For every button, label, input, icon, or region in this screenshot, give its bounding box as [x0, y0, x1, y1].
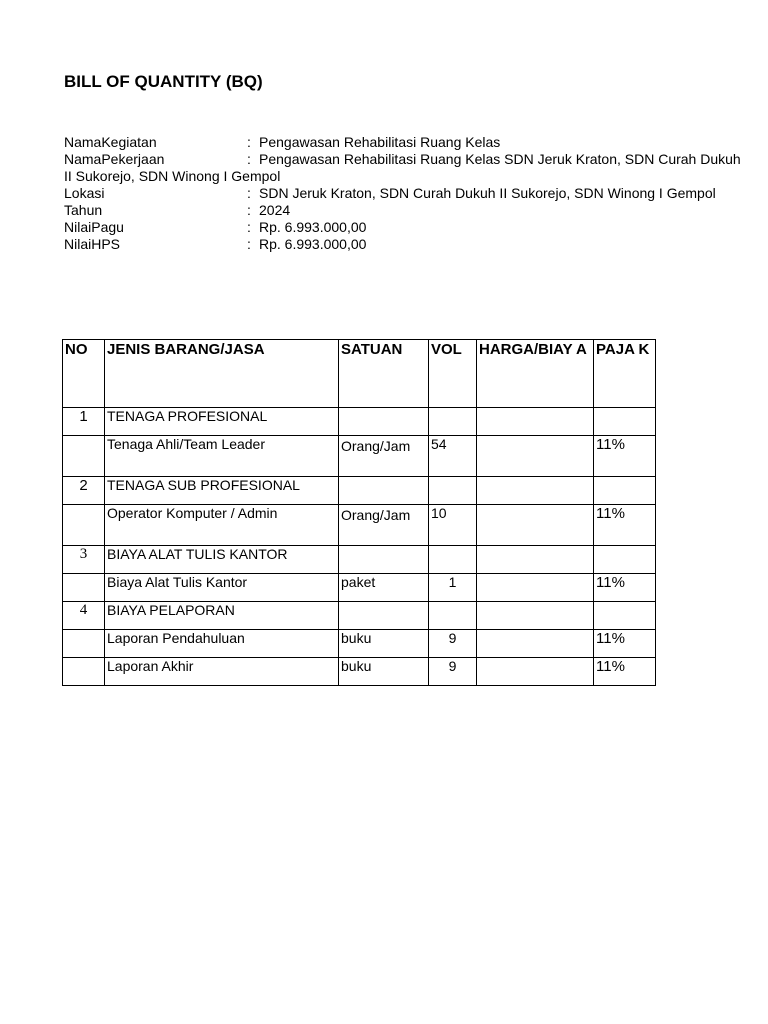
header-pajak: PAJA K — [594, 340, 656, 408]
cell-no: 3 — [63, 546, 105, 574]
info-separator: : — [247, 185, 251, 201]
cell-vol — [429, 408, 477, 436]
table-row — [63, 658, 656, 686]
cell-pajak — [594, 477, 656, 505]
info-value: Rp. 6.993.000,00 — [259, 236, 367, 252]
cell-jenis: TENAGA SUB PROFESIONAL — [105, 477, 339, 505]
cell-harga — [477, 658, 594, 686]
cell-jenis: Biaya Alat Tulis Kantor — [105, 574, 339, 602]
cell-pajak — [594, 408, 656, 436]
table-row — [63, 602, 656, 630]
info-label: NamaKegiatan — [64, 134, 157, 150]
cell-jenis: TENAGA PROFESIONAL — [105, 408, 339, 436]
cell-satuan — [339, 602, 429, 630]
cell-vol: 10 — [429, 505, 477, 546]
info-label: Lokasi — [64, 185, 105, 201]
info-label: NilaiHPS — [64, 236, 121, 252]
cell-harga — [477, 408, 594, 436]
table-row — [63, 436, 656, 477]
cell-satuan — [339, 546, 429, 574]
cell-pajak: 11% — [594, 658, 656, 686]
cell-jenis: BIAYA PELAPORAN — [105, 602, 339, 630]
cell-vol: 9 — [429, 630, 477, 658]
info-row-nilai-hps — [64, 236, 655, 253]
cell-pajak: 11% — [594, 505, 656, 546]
header-satuan: SATUAN — [339, 340, 429, 408]
cell-vol — [429, 546, 477, 574]
table-row — [63, 574, 656, 602]
info-separator: : — [247, 151, 251, 167]
cell-jenis: Tenaga Ahli/Team Leader — [105, 436, 339, 477]
cell-no: 1 — [63, 408, 105, 436]
cell-pajak: 11% — [594, 436, 656, 477]
info-value: Rp. 6.993.000,00 — [259, 219, 367, 235]
info-value: SDN Jeruk Kraton, SDN Curah Dukuh II Sukorejo, SDN Winong I Gempol — [259, 185, 716, 201]
cell-satuan: Orang/Jam — [339, 436, 429, 477]
bq-table — [62, 339, 656, 686]
cell-pajak — [594, 546, 656, 574]
cell-pajak: 11% — [594, 630, 656, 658]
cell-no: 2 — [63, 477, 105, 505]
cell-harga — [477, 546, 594, 574]
info-separator: : — [247, 202, 251, 218]
cell-jenis: BIAYA ALAT TULIS KANTOR — [105, 546, 339, 574]
table-row — [63, 546, 656, 574]
cell-vol: 1 — [429, 574, 477, 602]
cell-satuan: Orang/Jam — [339, 505, 429, 546]
table-row — [63, 630, 656, 658]
cell-vol: 54 — [429, 436, 477, 477]
info-value: 2024 — [259, 202, 291, 218]
cell-jenis: Laporan Akhir — [105, 658, 339, 686]
info-label: Tahun — [64, 202, 103, 218]
cell-harga — [477, 574, 594, 602]
cell-no: 4 — [63, 602, 105, 630]
project-info — [64, 134, 741, 253]
info-value: Pengawasan Rehabilitasi Ruang Kelas — [259, 134, 501, 150]
cell-harga — [477, 436, 594, 477]
table-row — [63, 477, 656, 505]
info-row-nama-kegiatan — [64, 134, 655, 151]
cell-no — [63, 505, 105, 546]
table-header-row — [63, 340, 656, 408]
cell-satuan: buku — [339, 658, 429, 686]
cell-vol: 9 — [429, 658, 477, 686]
cell-jenis: Laporan Pendahuluan — [105, 630, 339, 658]
cell-satuan — [339, 408, 429, 436]
info-row-lokasi — [64, 185, 716, 202]
info-row-nama-pekerjaan — [64, 151, 741, 185]
table-row — [63, 408, 656, 436]
cell-harga — [477, 505, 594, 546]
table-row — [63, 505, 656, 546]
cell-pajak: 11% — [594, 574, 656, 602]
info-label: NilaiPagu — [64, 219, 124, 235]
cell-harga — [477, 602, 594, 630]
cell-no — [63, 630, 105, 658]
info-separator: : — [247, 219, 251, 235]
info-row-nilai-pagu — [64, 219, 655, 236]
header-vol: VOL — [429, 340, 477, 408]
header-no: NO — [63, 340, 105, 408]
info-separator: : — [247, 236, 251, 252]
document-title: BILL OF QUANTITY (BQ) — [64, 72, 263, 91]
info-row-tahun — [64, 202, 655, 219]
cell-satuan: paket — [339, 574, 429, 602]
cell-no — [63, 436, 105, 477]
header-jenis: JENIS BARANG/JASA — [105, 340, 339, 408]
header-harga: HARGA/BIAY A — [477, 340, 594, 408]
info-value-continuation: II Sukorejo, SDN Winong I Gempol — [64, 168, 281, 184]
cell-vol — [429, 602, 477, 630]
cell-no — [63, 658, 105, 686]
cell-harga — [477, 630, 594, 658]
cell-satuan: buku — [339, 630, 429, 658]
info-label: NamaPekerjaan — [64, 151, 165, 167]
cell-jenis: Operator Komputer / Admin — [105, 505, 339, 546]
info-separator: : — [247, 134, 251, 150]
cell-vol — [429, 477, 477, 505]
cell-pajak — [594, 602, 656, 630]
info-value: Pengawasan Rehabilitasi Ruang Kelas SDN Jeruk Kraton, SDN Curah Dukuh — [259, 151, 741, 167]
cell-harga — [477, 477, 594, 505]
cell-satuan — [339, 477, 429, 505]
cell-no — [63, 574, 105, 602]
